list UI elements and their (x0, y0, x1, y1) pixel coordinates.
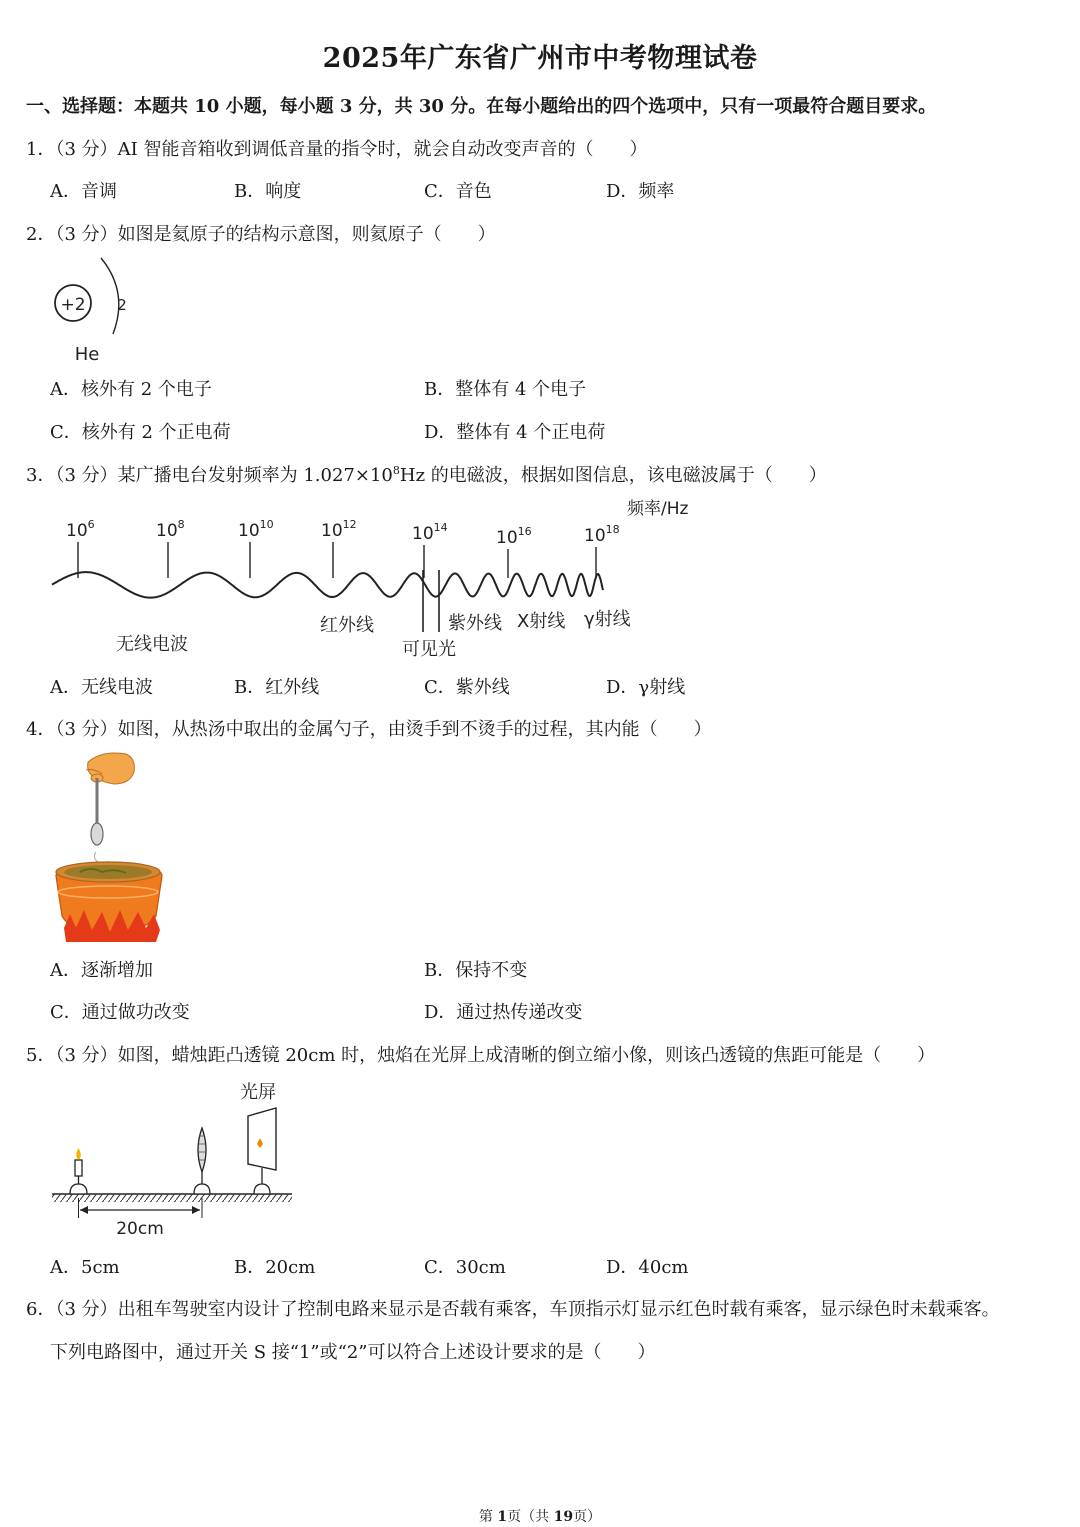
band-infrared-label: 红外线 (320, 615, 374, 636)
lens-setup-diagram (50, 1072, 300, 1242)
question-5-option-a: A．5cm (50, 1257, 120, 1278)
page-footer: 第 1页（共 19页） (478, 1509, 602, 1525)
question-3-exponent: 8 (392, 464, 400, 477)
question-2-option-d: D．整体有 4 个正电荷 (424, 422, 606, 443)
question-4-option-a: A．逐渐增加 (50, 960, 153, 981)
spectrum-tick-label: $10^{16}$ (496, 525, 532, 548)
question-4-option-b: B．保持不变 (424, 960, 528, 981)
band-gamma-label: γ射线 (584, 609, 631, 630)
helium-shell-count: 2 (117, 296, 127, 314)
screen-label: 光屏 (240, 1082, 276, 1103)
question-3-stem (26, 461, 1048, 487)
question-2-option-c: C．核外有 2 个正电荷 (50, 422, 231, 443)
question-5-stem: 5．（3 分）如图，蜡烛距凸透镜 20cm 时，烛焰在光屏上成清晰的倒立缩小像，则该凸透镜的焦距可能是（ ） (26, 1045, 936, 1066)
spoon-soup-illustration (50, 748, 170, 943)
spectrum-tick-label: $10^{12}$ (321, 518, 357, 541)
spectrum-tick-label: $10^{10}$ (238, 518, 274, 541)
helium-symbol: He (74, 344, 100, 365)
question-3-stem-main: 3．（3 分）某广播电台发射频率为 $1.027\times 10^8Hz$ 的电磁波，根据如图信息，该电磁波属于（ ） (26, 464, 827, 486)
spectrum-tick-label: $10^8$ (156, 518, 185, 541)
spectrum-tick-label: $10^{18}$ (584, 523, 620, 546)
helium-nucleus-label: +2 (60, 295, 86, 315)
question-4-stem: 4．（3 分）如图，从热汤中取出的金属勺子，由烫手到不烫手的过程，其内能（ ） (26, 719, 712, 740)
question-4-option-c: C．通过做功改变 (50, 1002, 190, 1023)
question-1-option-a: A．音调 (50, 181, 117, 202)
spectrum-tick-label: $10^{14}$ (412, 521, 448, 544)
question-5-option-d: D．40cm (606, 1257, 689, 1278)
question-1-option-b: B．响度 (234, 181, 302, 202)
question-3-option-c: C．紫外线 (424, 677, 510, 698)
helium-atom-diagram (45, 252, 145, 367)
page-total: 19 (553, 1509, 574, 1525)
question-3-option-d: D．γ射线 (606, 677, 686, 698)
question-4-option-d: D．通过热传递改变 (424, 1002, 583, 1023)
question-3-option-b: B．红外线 (234, 677, 320, 698)
question-1-stem: 1．（3 分）AI 智能音箱收到调低音量的指令时，就会自动改变声音的（ ） (26, 139, 648, 160)
question-2-option-b: B．整体有 4 个电子 (424, 379, 587, 400)
page-title: 2025年广东省广州市中考物理试卷 (322, 43, 758, 74)
question-2-option-a: A．核外有 2 个电子 (50, 379, 212, 400)
spectrum-tick-label: $10^6$ (66, 518, 95, 541)
distance-label: 20cm (116, 1219, 164, 1239)
question-1-option-c: C．音色 (424, 181, 492, 202)
question-5-option-c: C．30cm (424, 1257, 506, 1278)
band-radio-label: 无线电波 (116, 634, 188, 655)
question-1-option-d: D．频率 (606, 181, 675, 202)
band-xray-label: X射线 (517, 611, 566, 632)
question-2-stem: 2．（3 分）如图是氦原子的结构示意图，则氦原子（ ） (26, 224, 496, 245)
section-heading: 一、选择题：本题共 10 小题，每小题 3 分，共 30 分。在每小题给出的四个选项中，只有一项最符合题目要求。 (26, 96, 937, 117)
question-6-stem-line1: 6．（3 分）出租车驾驶室内设计了控制电路来显示是否载有乘客，车顶指示灯显示红色时载有乘客，显示绿色时未载乘客。 (26, 1299, 1000, 1320)
band-visible-label: 可见光 (402, 639, 456, 660)
question-5-option-b: B．20cm (234, 1257, 316, 1278)
spectrum-axis-title: 频率/Hz (627, 499, 689, 519)
question-6-stem-line2: 下列电路图中，通过开关 S 接“1”或“2”可以符合上述设计要求的是（ ） (50, 1342, 656, 1363)
band-ultraviolet-label: 紫外线 (448, 613, 502, 634)
question-3-option-a: A．无线电波 (50, 677, 153, 698)
em-spectrum-diagram (50, 490, 705, 665)
page-number: 1 (497, 1509, 508, 1525)
